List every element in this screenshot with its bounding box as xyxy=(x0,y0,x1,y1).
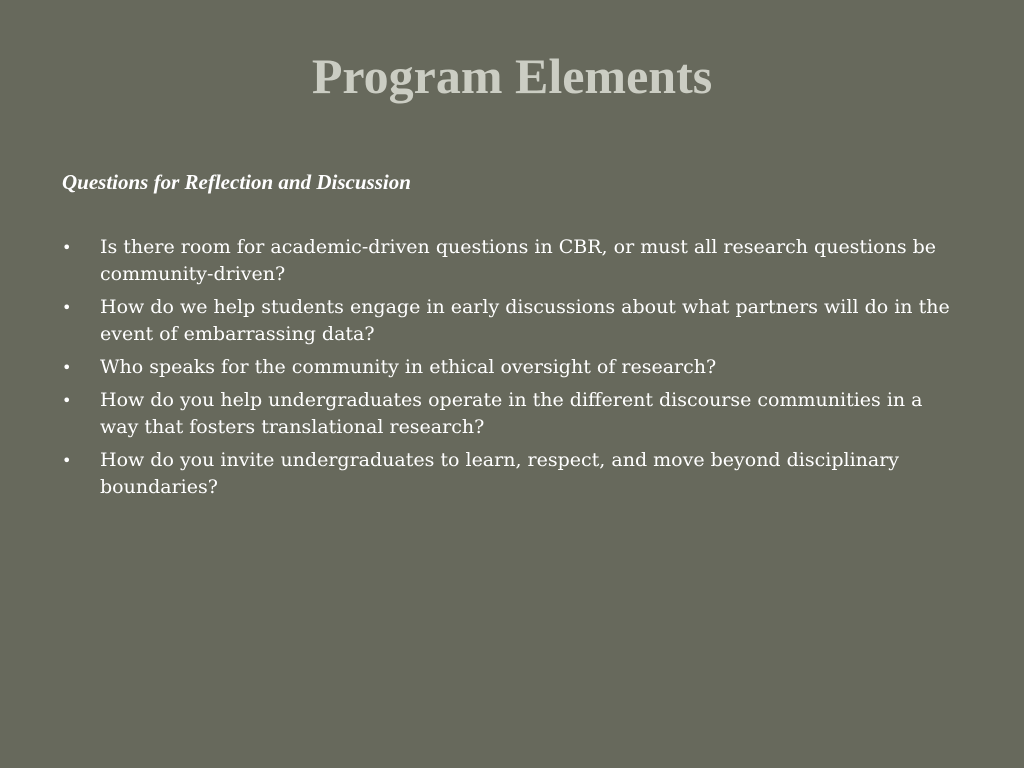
bullet-text: How do we help students engage in early discussions about what partners will do in the event of embarrassing data? xyxy=(100,296,950,345)
bullet-text: Is there room for academic-driven questions in CBR, or must all research questions be community-driven? xyxy=(100,236,937,285)
bullet-icon: • xyxy=(62,238,72,257)
bullet-icon: • xyxy=(62,451,72,470)
bullet-item xyxy=(62,447,962,501)
bullet-list xyxy=(62,234,962,507)
bullet-item xyxy=(62,294,962,348)
bullet-text: How do you help undergraduates operate in the different discourse communities in a way that fosters translational research? xyxy=(100,389,923,438)
bullet-icon: • xyxy=(62,391,72,410)
bullet-item xyxy=(62,234,962,288)
bullet-item xyxy=(62,354,962,381)
slide-title: Program Elements xyxy=(311,48,713,104)
bullet-text: Who speaks for the community in ethical oversight of research? xyxy=(100,356,717,378)
bullet-text: How do you invite undergraduates to learn, respect, and move beyond disciplinary boundaries? xyxy=(100,449,900,498)
bullet-icon: • xyxy=(62,298,72,317)
bullet-icon: • xyxy=(62,358,72,377)
slide-subtitle: Questions for Reflection and Discussion xyxy=(62,170,411,194)
bullet-item xyxy=(62,387,962,441)
